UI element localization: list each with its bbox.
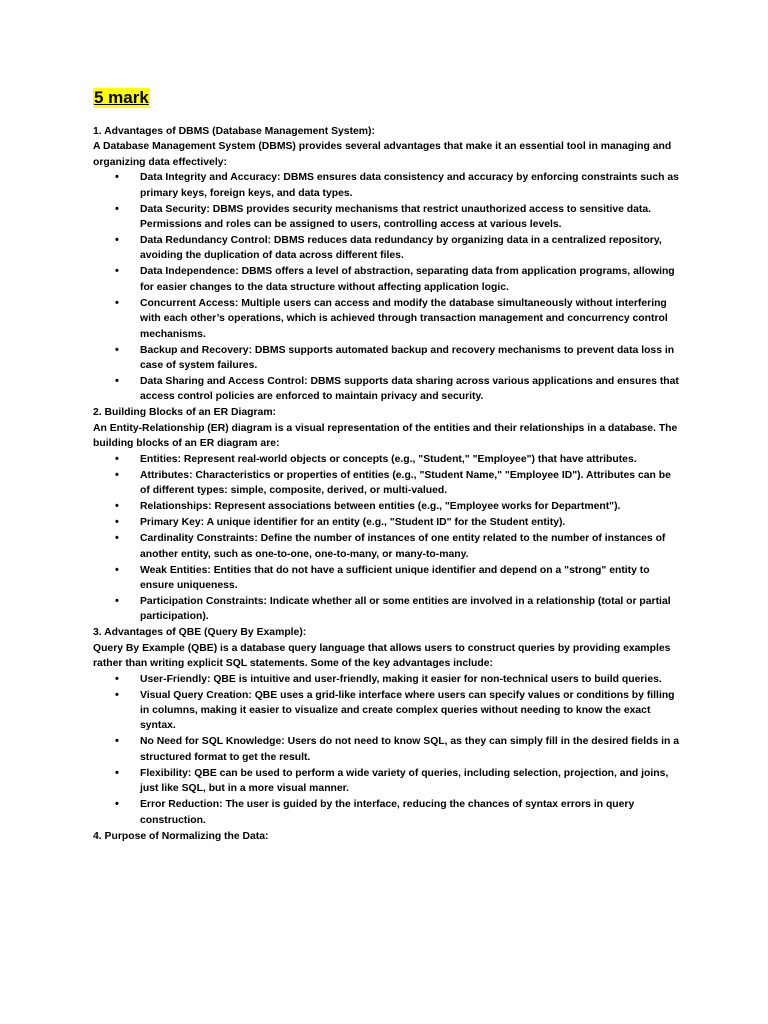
list-item: • Data Integrity and Accuracy: DBMS ensures data consistency and accuracy by enforcing constraints such as primary keys, foreign keys, and data types. <box>93 170 683 201</box>
section-intro: An Entity-Relationship (ER) diagram is a visual representation of the entities and their relationships in a database. The building blocks of an ER diagram are: <box>93 422 678 450</box>
list-item: • Participation Constraints: Indicate whether all or some entities are involved in a relationship (total or partial participation). <box>93 594 683 625</box>
list-item: • Visual Query Creation: QBE uses a grid-like interface where users can specify values or conditions by filling in columns, making it easier to visualize and create complex queries without needing to know the exact syntax. <box>93 688 683 734</box>
list-item: • No Need for SQL Knowledge: Users do not need to know SQL, as they can simply fill in the desired fields in a structured format to get the result. <box>93 734 683 765</box>
section-intro: Query By Example (QBE) is a database query language that allows users to construct queries by providing examples rather than writing explicit SQL statements. Some of the key advantages include: <box>93 642 671 670</box>
list-item: • Weak Entities: Entities that do not have a sufficient unique identifier and depend on a "strong" entity to ensure uniqueness. <box>93 563 683 594</box>
list-item: • Concurrent Access: Multiple users can access and modify the database simultaneously without interfering with each other’s operations, which is achieved through transaction management and concurrency control mechanisms. <box>93 296 683 342</box>
section-heading: 4. Purpose of Normalizing the Data: <box>93 830 269 842</box>
section-heading: 1. Advantages of DBMS (Database Management System): <box>93 126 375 137</box>
list-item: • Data Security: DBMS provides security mechanisms that restrict unauthorized access to sensitive data. Permissions and roles can be assigned to users, controlling access at various levels. <box>93 202 683 233</box>
list-item: • Data Redundancy Control: DBMS reduces data redundancy by organizing data in a centralized repository, avoiding the duplication of data across different files. <box>93 233 683 264</box>
list-item: • Entities: Represent real-world objects or concepts (e.g., "Student," "Employee") that have attributes. <box>93 452 683 467</box>
list-item: • Data Sharing and Access Control: DBMS supports data sharing across various applications and ensures that access control policies are enforced to maintain privacy and security. <box>93 374 683 405</box>
list-item: • Backup and Recovery: DBMS supports automated backup and recovery mechanisms to prevent data loss in case of system failures. <box>93 343 683 374</box>
section-heading: 2. Building Blocks of an ER Diagram: <box>93 407 277 419</box>
document-page <box>93 88 683 844</box>
list-item: • Primary Key: A unique identifier for an entity (e.g., "Student ID" for the Student entity). <box>93 515 683 530</box>
list-item: • Attributes: Characteristics or properties of entities (e.g., "Student Name," "Employee ID"). Attributes can be of different types: simple, composite, derived, or multi-valued. <box>93 468 683 499</box>
list-item: • Data Independence: DBMS offers a level of abstraction, separating data from application programs, allowing for easier changes to the data structure without affecting application logic. <box>93 264 683 295</box>
page-title: 5 mark <box>94 88 149 107</box>
bullet-list <box>93 452 683 625</box>
title-block <box>93 88 683 124</box>
list-item: • Relationships: Represent associations between entities (e.g., "Employee works for Department"). <box>93 499 683 514</box>
list-item: • Cardinality Constraints: Define the number of instances of one entity related to the number of instances of another entity, such as one-to-one, one-to-many, or many-to-many. <box>93 531 683 562</box>
list-item: • Flexibility: QBE can be used to perform a wide variety of queries, including selection, projection, and joins, just like SQL, but in a more visual manner. <box>93 766 683 797</box>
bullet-list <box>93 672 683 828</box>
section-heading: 3. Advantages of QBE (Query By Example): <box>93 627 307 639</box>
bullet-list <box>93 170 683 405</box>
list-item: • Error Reduction: The user is guided by the interface, reducing the chances of syntax errors in query construction. <box>93 797 683 828</box>
section-intro: A Database Management System (DBMS) provides several advantages that make it an essential tool in managing and organizing data effectively: <box>93 141 672 168</box>
list-item: • User-Friendly: QBE is intuitive and user-friendly, making it easier for non-technical users to build queries. <box>93 672 683 687</box>
